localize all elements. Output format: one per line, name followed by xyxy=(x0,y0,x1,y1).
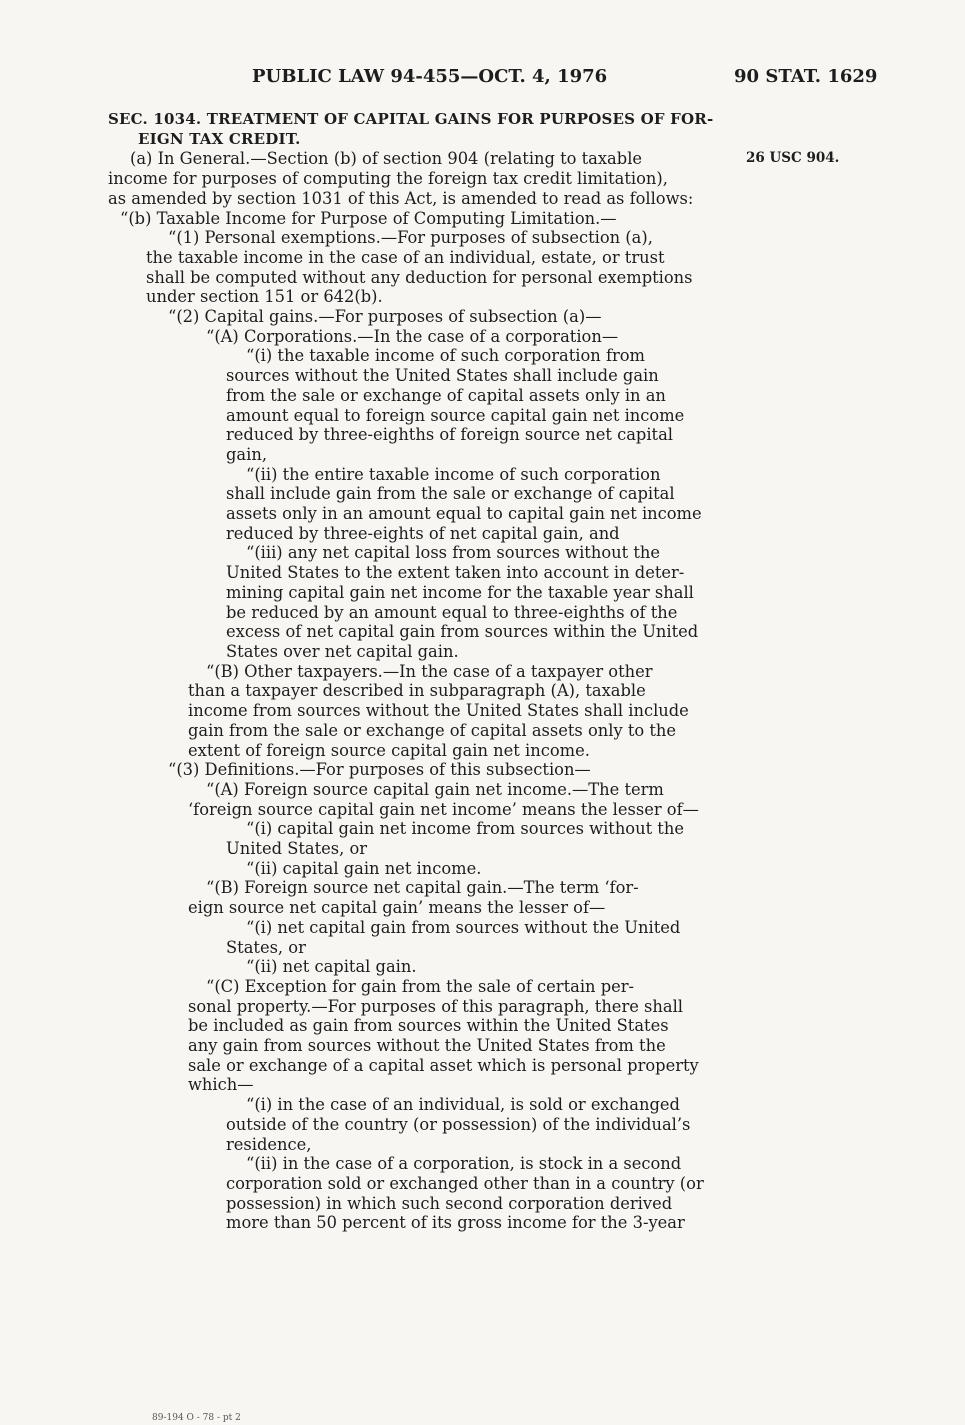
statute-line: ‘foreign source capital gain net income’ means the lesser of— xyxy=(188,799,699,819)
statute-line: amount equal to foreign source capital gain net income xyxy=(226,405,685,425)
statute-line: “(A) Foreign source capital gain net income.—The term xyxy=(206,779,664,799)
statute-line: “(b) Taxable Income for Purpose of Computing Limitation.— xyxy=(120,208,617,228)
statute-line: than a taxpayer described in subparagraph (A), taxable xyxy=(188,681,646,701)
statute-line: “(3) Definitions.—For purposes of this subsection— xyxy=(168,760,591,780)
statute-line: “(ii) capital gain net income. xyxy=(246,858,482,878)
statute-line: any gain from sources without the United States from the xyxy=(188,1036,666,1056)
statute-line: States, or xyxy=(226,937,306,957)
statute-body xyxy=(108,110,731,1233)
statute-line: “(i) net capital gain from sources without the United xyxy=(246,917,681,937)
statute-line: under section 151 or 642(b). xyxy=(146,287,383,307)
statute-line: more than 50 percent of its gross income for the 3-year xyxy=(226,1213,685,1233)
statute-line: “(ii) the entire taxable income of such corporation xyxy=(246,464,661,484)
statute-line: United States to the extent taken into account in deter- xyxy=(226,563,685,583)
section-heading xyxy=(108,110,731,149)
statute-line: States over net capital gain. xyxy=(226,641,459,661)
statute-line: extent of foreign source capital gain net income. xyxy=(188,740,590,760)
page-footer: 89-194 O - 78 - pt 2 xyxy=(152,1413,241,1423)
statute-line: be reduced by an amount equal to three-eighths of the xyxy=(226,602,678,622)
statute-line: outside of the country (or possession) of the individual’s xyxy=(226,1114,691,1134)
statute-line: United States, or xyxy=(226,839,368,859)
statute-line: assets only in an amount equal to capital gain net income xyxy=(226,504,702,524)
statute-line: “(C) Exception for gain from the sale of certain per- xyxy=(206,976,635,996)
statute-line: “(2) Capital gains.—For purposes of subsection (a)— xyxy=(168,307,602,327)
margin-citation: 26 USC 904. xyxy=(746,150,840,166)
statute-line: eign source net capital gain’ means the lesser of— xyxy=(188,898,606,918)
statute-line: (a) In General.—Section (b) of section 904 (relating to taxable xyxy=(130,149,643,169)
statute-line: which— xyxy=(188,1075,254,1095)
statute-line: income from sources without the United States shall include xyxy=(188,701,689,721)
statute-line: residence, xyxy=(226,1134,312,1154)
statute-line: as amended by section 1031 of this Act, is amended to read as follows: xyxy=(108,188,694,208)
statute-line: the taxable income in the case of an individual, estate, or trust xyxy=(146,247,665,267)
section-heading-line: EIGN TAX CREDIT. xyxy=(138,129,301,148)
statute-line: shall be computed without any deduction for personal exemptions xyxy=(146,267,693,287)
statute-line: “(iii) any net capital loss from sources without the xyxy=(246,543,660,563)
statute-line: income for purposes of computing the foreign tax credit limitation), xyxy=(108,169,668,189)
header-stat-citation: 90 STAT. 1629 xyxy=(734,66,878,87)
statute-line: “(i) the taxable income of such corporation from xyxy=(246,346,645,366)
statute-line: “(ii) in the case of a corporation, is stock in a second xyxy=(246,1154,682,1174)
statute-line: reduced by three-eighths of foreign source net capital xyxy=(226,425,674,445)
statute-line: from the sale or exchange of capital assets only in an xyxy=(226,385,666,405)
statute-line: “(B) Foreign source net capital gain.—The term ‘for- xyxy=(206,878,639,898)
statute-line: gain from the sale or exchange of capital assets only to the xyxy=(188,720,677,740)
statute-line: be included as gain from sources within the United States xyxy=(188,1016,669,1036)
statute-line: “(ii) net capital gain. xyxy=(246,957,417,977)
statute-line: sources without the United States shall include gain xyxy=(226,366,659,386)
header-title: PUBLIC LAW 94-455—OCT. 4, 1976 xyxy=(252,66,608,87)
statute-line: mining capital gain net income for the taxable year shall xyxy=(226,582,694,602)
statute-line: sale or exchange of a capital asset which is personal property xyxy=(188,1055,699,1075)
statute-line: “(B) Other taxpayers.—In the case of a taxpayer other xyxy=(206,661,653,681)
statute-line: “(i) capital gain net income from sources without the xyxy=(246,819,684,839)
statute-line: corporation sold or exchanged other than in a country (or xyxy=(226,1173,704,1193)
statute-line: excess of net capital gain from sources within the United xyxy=(226,622,699,642)
statute-line: “(i) in the case of an individual, is sold or exchanged xyxy=(246,1095,680,1115)
statute-line: shall include gain from the sale or exchange of capital xyxy=(226,484,675,504)
statute-line: reduced by three-eights of net capital gain, and xyxy=(226,523,620,543)
statute-line: “(A) Corporations.—In the case of a corporation— xyxy=(206,326,619,346)
statute-line: “(1) Personal exemptions.—For purposes of subsection (a), xyxy=(168,228,653,248)
statute-lines xyxy=(108,149,731,1233)
statute-line: gain, xyxy=(226,444,267,464)
statute-line: sonal property.—For purposes of this paragraph, there shall xyxy=(188,996,683,1016)
statute-line: possession) in which such second corporation derived xyxy=(226,1193,673,1213)
section-heading-line: SEC. 1034. TREATMENT OF CAPITAL GAINS FOR PURPOSES OF FOR- xyxy=(108,110,714,128)
